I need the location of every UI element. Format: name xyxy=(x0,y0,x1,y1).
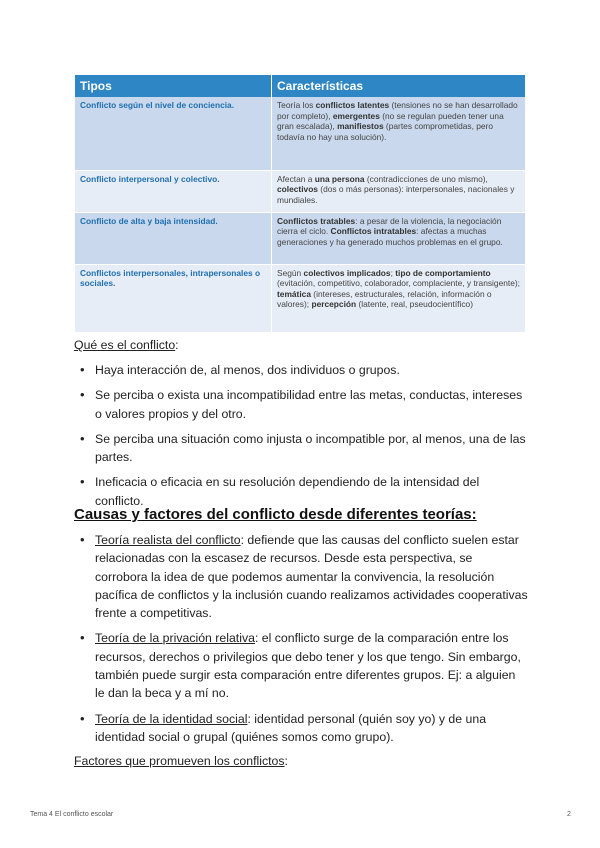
table-row xyxy=(75,170,526,212)
bold-term: una persona xyxy=(314,173,365,184)
list-item: • Haya interacción de, al menos, dos individuos o grupos. xyxy=(76,361,528,379)
description-text: : a pesar de la violencia, la negociación cierra el ciclo. xyxy=(277,215,502,237)
description-text: ; xyxy=(390,267,396,278)
bold-term: percepción xyxy=(311,299,357,310)
bold-term: conflictos latentes xyxy=(315,100,390,110)
description-text: (tensiones no se han desarrollado por completo), xyxy=(277,100,518,121)
description-text: : afectas a muchas generaciones y ha generado muchos problemas en el grupo. xyxy=(277,226,503,247)
list-item: • Teoría de la identidad social: identidad personal (quién soy yo) y de una identidad social o grupal (quiénes somos como grupo). xyxy=(76,710,528,747)
type-cell: Conflicto interpersonal y colectivo. xyxy=(75,170,272,212)
bold-term: colectivos implicados xyxy=(303,267,391,278)
bold-term: colectivos xyxy=(277,184,318,195)
header-tipos: Tipos xyxy=(75,75,272,97)
bold-term: Conflictos intratables xyxy=(330,226,417,237)
description-text: Afectan a xyxy=(277,173,315,184)
description-text: Según xyxy=(277,267,304,278)
list-item: • Teoría realista del conflicto: defiende que las causas del conflicto suelen estar relacionadas con la escasez de recursos. Desde esta perspectiva, se corrobora la idea de que podemos aumentar la convivencia, la resolución pacífica de conflictos y la inclusión cuando realizamos actividades cooperativas frente a competitivas. xyxy=(76,531,528,622)
description-text: (evitación, competitivo, colaborador, complaciente, y transigente); xyxy=(277,278,520,289)
list-item: • Se perciba una situación como injusta o incompatible por, al menos, una de las partes. xyxy=(76,430,528,467)
what-is-list xyxy=(76,361,528,517)
causes-heading: Causas y factores del conflicto desde diferentes teorías: xyxy=(74,506,477,523)
description-cell xyxy=(272,170,526,212)
description-text: (intereses, estructurales, relación, información o valores); xyxy=(277,288,492,310)
list-item: • Se perciba o exista una incompatibilidad entre las metas, conductas, intereses o valores propios y del otro. xyxy=(76,386,528,423)
what-is-title: Qué es el conflicto: xyxy=(74,338,179,352)
type-cell: Conflictos interpersonales, intrapersonales o sociales. xyxy=(75,264,272,332)
bold-term: temática xyxy=(277,288,311,299)
theory-title: Teoría de la privación relativa xyxy=(95,631,255,646)
conflict-types-table xyxy=(75,75,526,333)
bold-term: tipo de comportamiento xyxy=(395,267,491,278)
bold-term: manifiestos xyxy=(337,121,384,132)
causes-list xyxy=(76,531,528,753)
description-text: (no se regulan pueden tener una gran escalada), xyxy=(277,110,504,132)
type-cell: Conflicto según el nivel de conciencia. xyxy=(75,97,272,170)
description-cell xyxy=(272,97,526,170)
description-text: (dos o más personas): interpersonales, nacionales y mundiales. xyxy=(277,184,515,205)
bold-term: Conflictos tratables xyxy=(277,215,356,226)
description-cell xyxy=(272,264,526,332)
factors-title: Factores que promueven los conflictos: xyxy=(74,754,288,768)
page-number: 2 xyxy=(567,811,571,818)
header-caracteristicas: Características xyxy=(272,75,526,97)
footer-text: Tema 4 El conflicto escolar xyxy=(30,811,114,818)
description-text: (latente, real, pseudocientífico) xyxy=(356,299,473,310)
description-text: (contradicciones de uno mismo), xyxy=(364,173,488,184)
theory-title: Teoría realista del conflicto xyxy=(95,533,241,547)
description-cell xyxy=(272,212,526,264)
bold-term: emergentes xyxy=(332,110,380,121)
table-row xyxy=(75,212,526,264)
list-item: • Teoría de la privación relativa: el conflicto surge de la comparación entre los recursos, derechos o privilegios que debo tener y los que tengo. Sin embargo, también puede surgir esta comparación entre diferentes grupos. Ej: a alguien le dan la beca y a mí no. xyxy=(76,629,528,702)
table-row xyxy=(75,264,526,332)
theory-title: Teoría de la identidad social xyxy=(95,711,248,726)
type-cell: Conflicto de alta y baja intensidad. xyxy=(75,212,272,264)
table-header-row xyxy=(75,75,526,97)
table-row xyxy=(75,97,526,170)
description-text: (partes comprometidas, pero todavía no hay una solución). xyxy=(277,121,493,142)
list-item: • Ineficacia o eficacia en su resolución dependiendo de la intensidad del conflicto. xyxy=(76,473,528,510)
description-text: Teoría los xyxy=(277,100,316,110)
